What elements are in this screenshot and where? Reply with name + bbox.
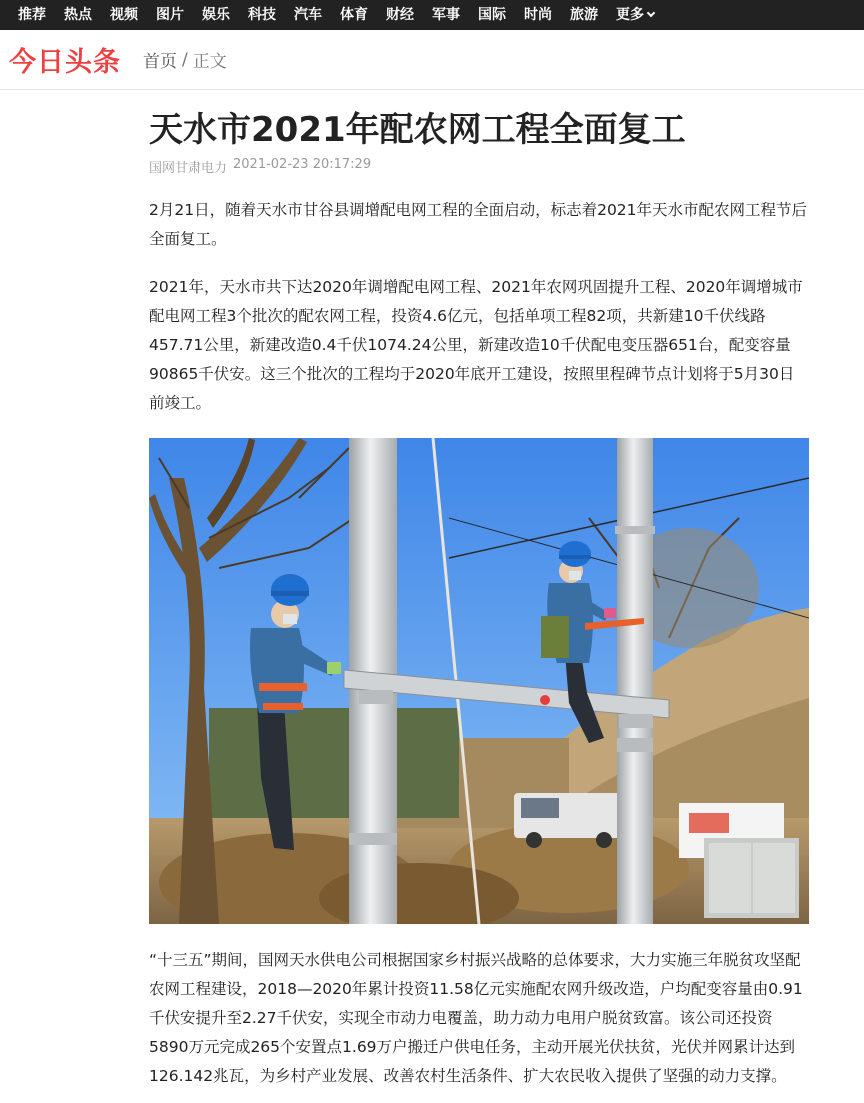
- nav-item-international[interactable]: 国际: [478, 7, 506, 23]
- nav-more-dropdown[interactable]: [616, 0, 654, 30]
- utility-workers-photo: [149, 438, 809, 924]
- nav-item-entertainment[interactable]: 娱乐: [202, 7, 230, 23]
- breadcrumb-home-link[interactable]: 首页: [143, 52, 177, 72]
- article-time: 2021-02-23 20:17:29: [233, 157, 372, 172]
- site-logo[interactable]: 今日头条: [9, 47, 121, 78]
- nav-item-hot[interactable]: 热点: [64, 7, 92, 23]
- breadcrumb-current: 正文: [192, 52, 227, 72]
- breadcrumb-separator: /: [182, 49, 188, 70]
- article: [149, 90, 809, 1091]
- nav-item-fashion[interactable]: 时尚: [524, 7, 552, 23]
- nav-item-images[interactable]: 图片: [156, 7, 184, 23]
- nav-item-video[interactable]: 视频: [110, 7, 138, 23]
- nav-more-label: 更多: [616, 7, 644, 23]
- nav-item-auto[interactable]: 汽车: [294, 7, 322, 23]
- nav-item-recommend[interactable]: 推荐: [18, 7, 46, 23]
- site-header: [0, 30, 864, 90]
- article-source[interactable]: 国网甘肃电力: [149, 161, 228, 176]
- nav-item-military[interactable]: 军事: [432, 7, 460, 23]
- article-photo: [149, 438, 809, 924]
- nav-item-finance[interactable]: 财经: [386, 7, 414, 23]
- article-title: 天水市2021年配农网工程全面复工: [149, 110, 686, 150]
- article-paragraph: “十三五”期间，国网天水供电公司根据国家乡村振兴战略的总体要求，大力实施三年脱贫攻坚配农网工程建设，2018—2020年累计投资11.58亿元实施配农网升级改造，户均配变容量由0.91千伏安提升至2.27千伏安，实现全市动力电覆盖，助力动力电用户脱贫致富。该公司还投资5890万元完成265个安置点1.69万户搬迁户供电任务，主动开展光伏扶贫，光伏并网累计达到126.142兆瓦，为乡村产业发展、改善农村生活条件、扩大农民收入提供了坚强的动力支撑。: [149, 951, 803, 1085]
- article-paragraph: 2021年，天水市共下达2020年调增配电网工程、2021年农网巩固提升工程、2020年调增城市配电网工程3个批次的配农网工程，投资4.6亿元，包括单项工程82项，共新建10千伏线路457.71公里，新建改造0.4千伏1074.24公里，新建改造10千伏配电变压器651台，配变容量90865千伏安。这三个批次的工程均于2020年底开工建设，按照里程碑节点计划将于5月30日前竣工。: [149, 278, 803, 412]
- article-meta: [149, 157, 809, 176]
- channel-nav: [0, 0, 864, 30]
- nav-item-sports[interactable]: 体育: [340, 7, 368, 23]
- nav-item-tech[interactable]: 科技: [248, 7, 276, 23]
- nav-item-travel[interactable]: 旅游: [570, 7, 598, 23]
- chevron-down-icon: [647, 9, 655, 17]
- article-paragraph: 2月21日，随着天水市甘谷县调增配电网工程的全面启动，标志着2021年天水市配农网工程节后全面复工。: [149, 201, 808, 248]
- breadcrumb: [143, 47, 227, 72]
